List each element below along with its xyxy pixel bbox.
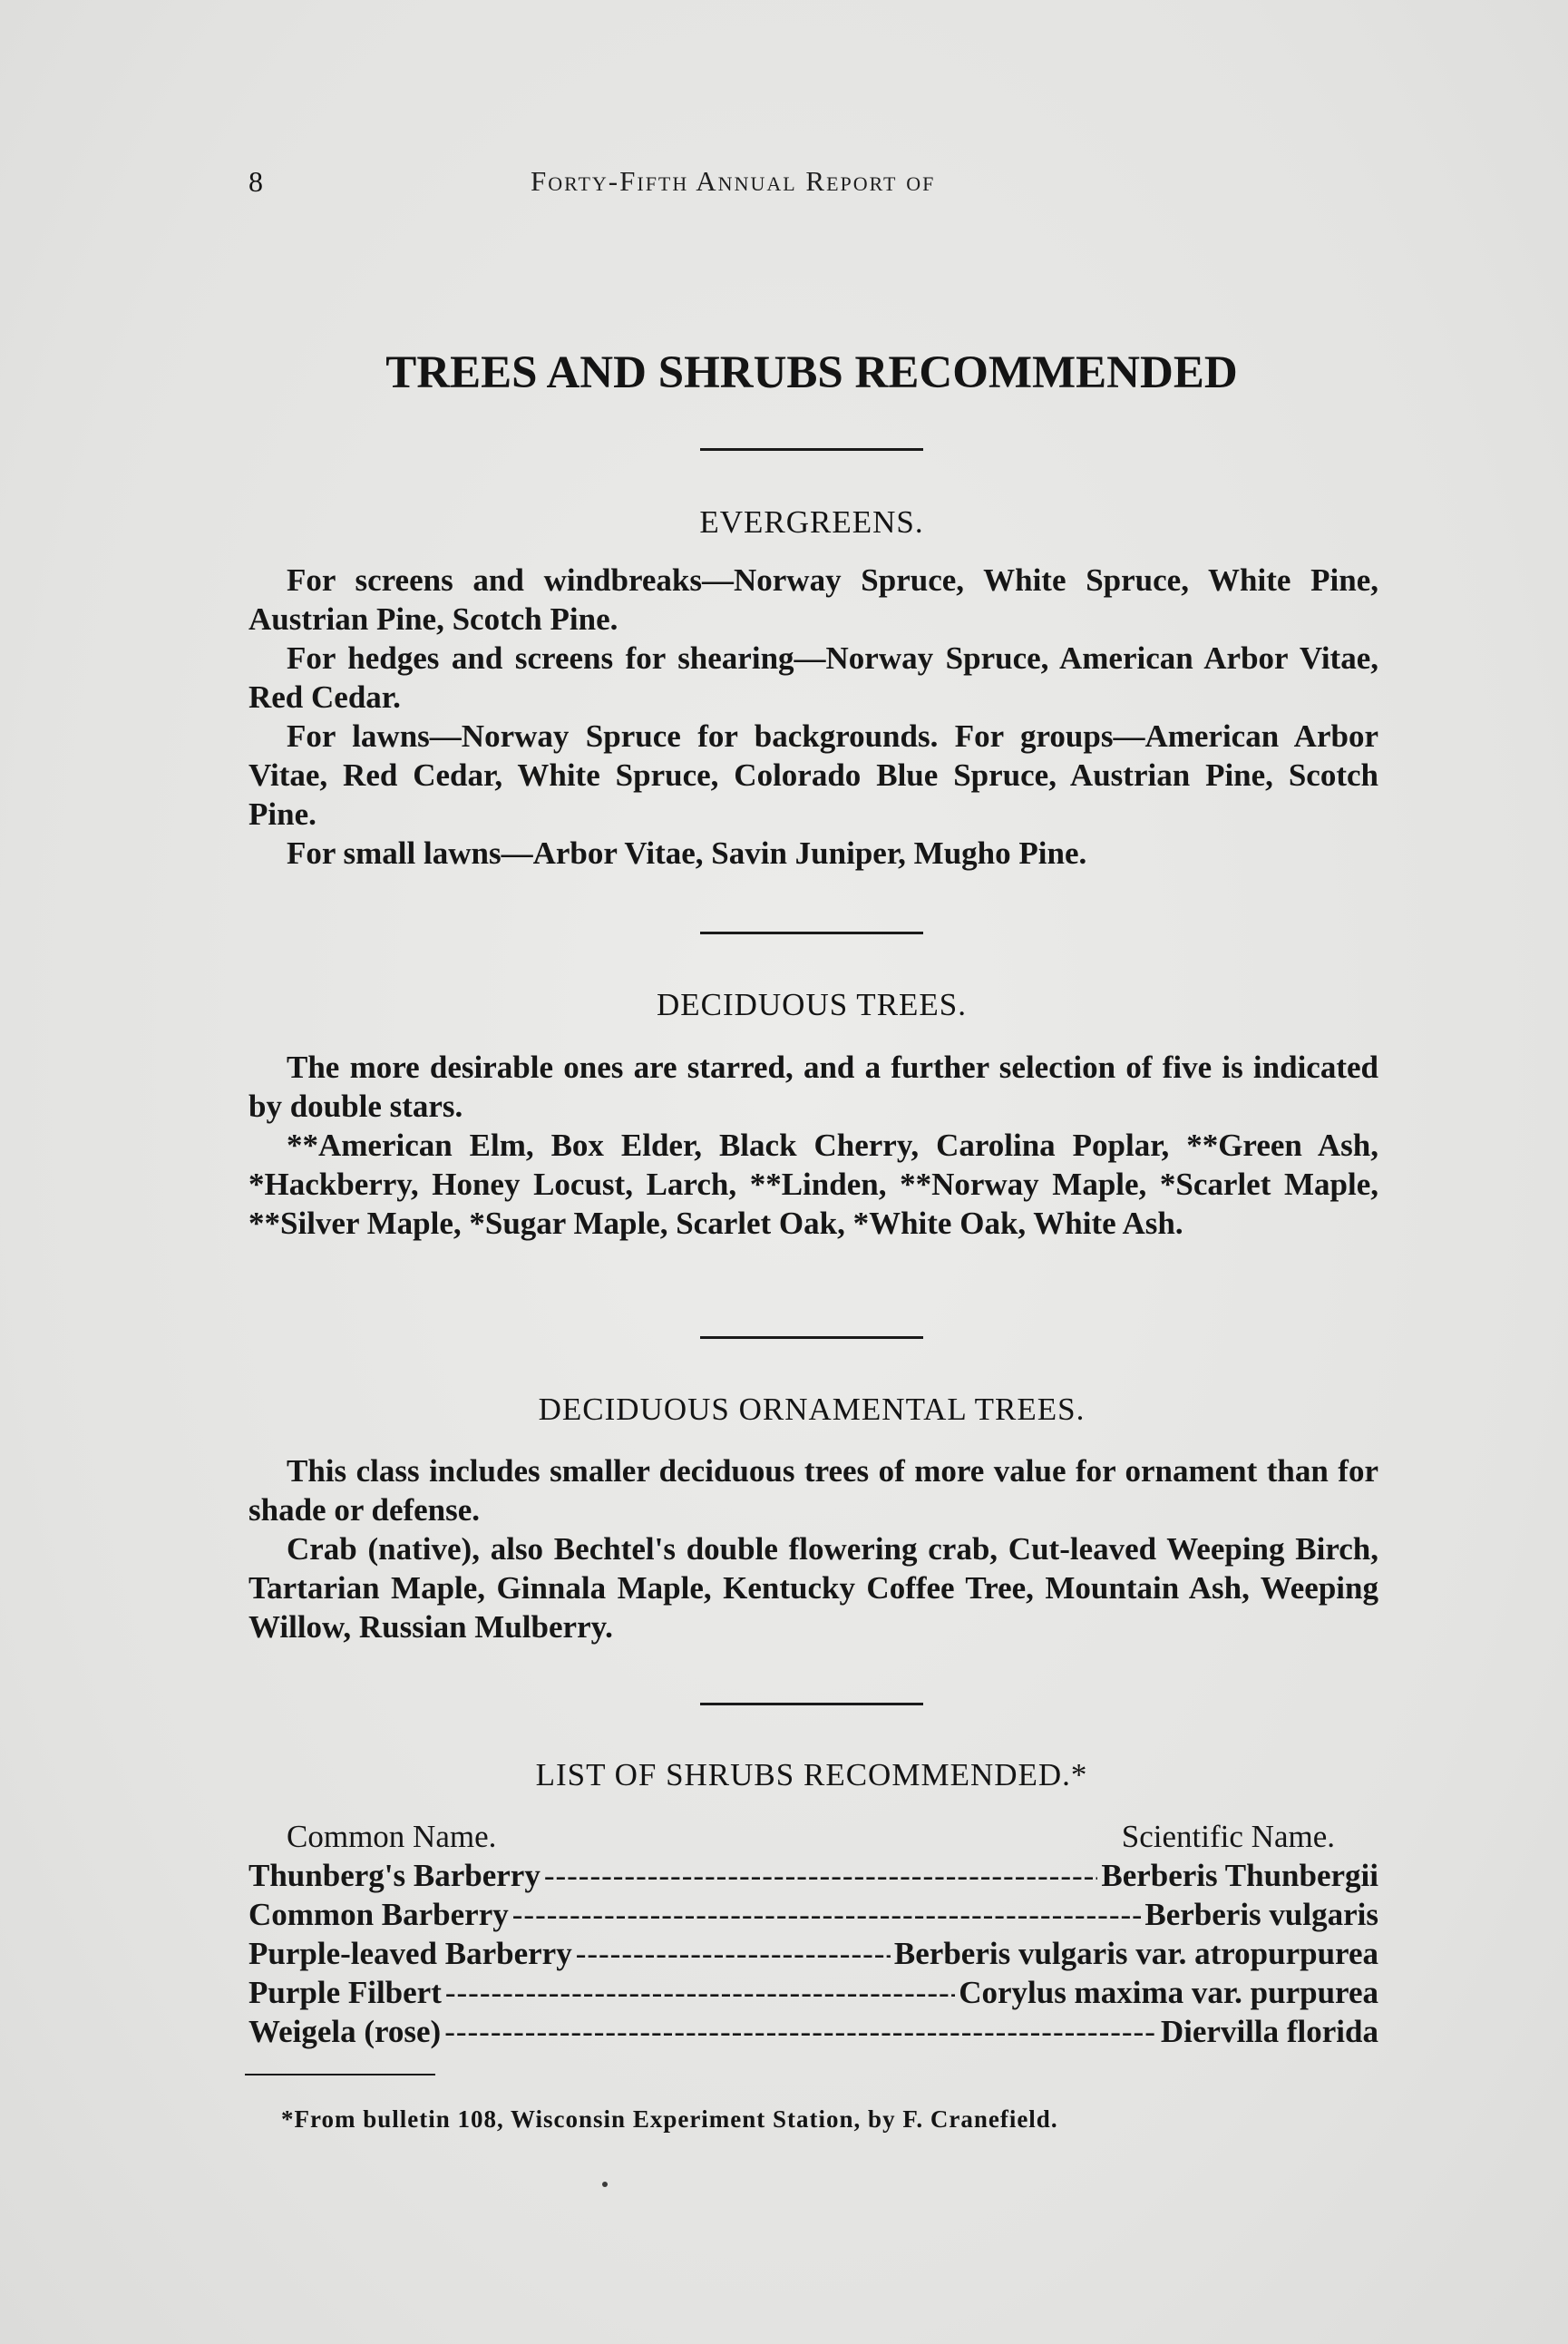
paragraph: This class includes smaller deciduous trees of more value for ornament than for shade or defense.	[248, 1453, 1378, 1528]
scientific-name: Berberis vulgaris	[1144, 1897, 1378, 1932]
paragraph: For hedges and screens for shearing—Norway Spruce, American Arbor Vitae, Red Cedar.	[248, 640, 1378, 715]
column-header-scientific: Scientific Name.	[1121, 1819, 1335, 1854]
divider	[700, 448, 923, 451]
column-header-common: Common Name.	[287, 1819, 497, 1854]
common-name: Common Barberry	[248, 1897, 509, 1932]
shrub-table-header	[248, 1817, 1378, 1856]
leader-dots	[576, 1934, 891, 1973]
running-head: Forty-Fifth Annual Report of	[531, 165, 936, 197]
divider	[700, 1336, 923, 1339]
paragraph: **American Elm, Box Elder, Black Cherry, Carolina Poplar, **Green Ash, *Hackberry, Honey Locust, Larch, **Linden, **Norway Maple, *Scarlet Maple, **Silver Maple, *Sugar Maple, Scarlet Oak, *White Oak, White Ash.	[248, 1128, 1378, 1241]
page-number: 8	[248, 165, 263, 198]
table-row	[248, 1934, 1378, 1973]
evergreens-heading: EVERGREENS.	[699, 504, 924, 540]
page-header	[245, 165, 1378, 201]
footnote-divider	[245, 2074, 435, 2075]
deciduous-trees-heading: DECIDUOUS TREES.	[656, 987, 968, 1022]
leader-dots	[512, 1895, 1142, 1934]
table-row	[248, 1895, 1378, 1934]
leader-dots	[445, 1973, 955, 2012]
deciduous-trees-text	[248, 1048, 1378, 1243]
paragraph: For lawns—Norway Spruce for backgrounds. For groups—American Arbor Vitae, Red Cedar, White Spruce, Colorado Blue Spruce, Austrian Pine, Scotch Pine.	[248, 718, 1378, 832]
common-name: Weigela (rose)	[248, 2014, 442, 2049]
table-row	[248, 2012, 1378, 2051]
scientific-name: Berberis Thunbergii	[1101, 1858, 1378, 1893]
common-name: Thunberg's Barberry	[248, 1858, 541, 1893]
table-row	[248, 1973, 1378, 2012]
paragraph: Crab (native), also Bechtel's double flowering crab, Cut-leaved Weeping Birch, Tartarian Maple, Ginnala Maple, Kentucky Coffee Tree, Mountain Ash, Weeping Willow, Russian Mulberry.	[248, 1531, 1378, 1645]
paragraph: For screens and windbreaks—Norway Spruce, White Spruce, White Pine, Austrian Pine, Scotch Pine.	[248, 562, 1378, 637]
table-row	[248, 1856, 1378, 1895]
common-name: Purple Filbert	[248, 1975, 442, 2010]
paragraph: For small lawns—Arbor Vitae, Savin Juniper, Mugho Pine.	[287, 835, 1087, 871]
paragraph: The more desirable ones are starred, and a further selection of five is indicated by double stars.	[248, 1050, 1378, 1124]
shrub-table	[248, 1817, 1378, 2051]
ornamental-trees-text	[248, 1451, 1378, 1646]
page-title: TREES AND SHRUBS RECOMMENDED	[385, 347, 1238, 398]
footnote: *From bulletin 108, Wisconsin Experiment Station, by F. Cranefield.	[281, 2105, 1058, 2133]
scientific-name: Corylus maxima var. purpurea	[959, 1975, 1378, 2010]
leader-dots	[544, 1856, 1098, 1895]
divider	[700, 932, 923, 934]
common-name: Purple-leaved Barberry	[248, 1936, 572, 1971]
evergreens-text	[248, 561, 1378, 873]
ink-speck	[602, 2182, 608, 2187]
divider	[700, 1703, 923, 1705]
scientific-name: Berberis vulgaris var. atropurpurea	[893, 1936, 1378, 1971]
leader-dots	[444, 2012, 1157, 2051]
scientific-name: Diervilla florida	[1160, 2014, 1378, 2049]
ornamental-trees-heading: DECIDUOUS ORNAMENTAL TREES.	[538, 1392, 1086, 1427]
shrubs-heading: LIST OF SHRUBS RECOMMENDED.*	[535, 1757, 1088, 1792]
